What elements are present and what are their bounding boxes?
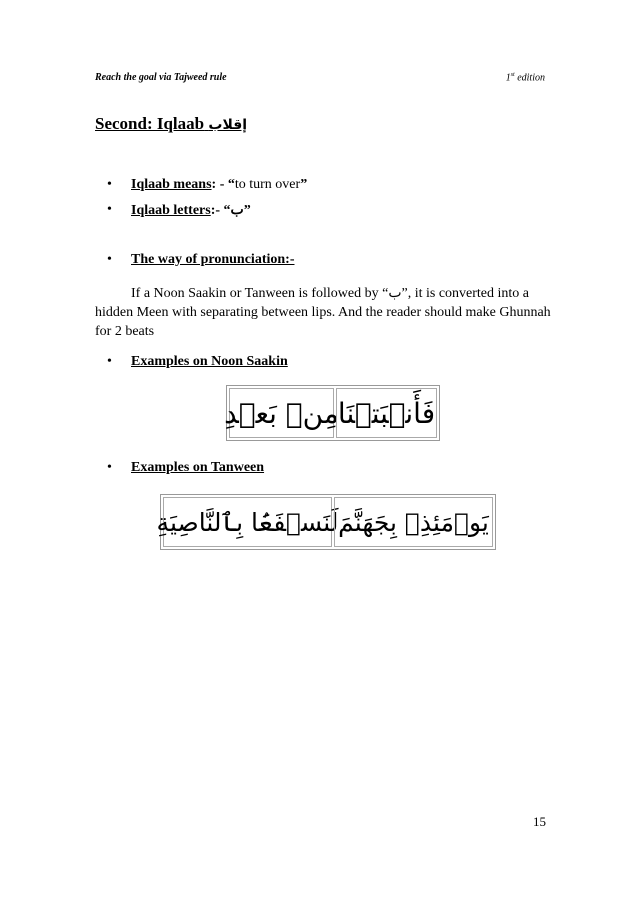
pronunciation-paragraph: If a Noon Saakin or Tanween is followed by “ب”, it is converted into a hidden Meen with separating between lips. And the reader should make Ghunnah for 2 beats (95, 286, 551, 339)
iqlaab-means-close-quote: ” (300, 177, 308, 192)
page-number: 15 (533, 814, 546, 829)
section-title (95, 114, 247, 134)
tanween-examples-heading (131, 460, 264, 476)
section-title-ar: إقلاب (208, 117, 248, 133)
iqlaab-letters-item (131, 202, 251, 219)
edition-number: 1 (505, 72, 511, 84)
noon-examples-label: Examples on Noon Saakin (131, 354, 288, 369)
iqlaab-means-item (131, 177, 307, 193)
edition-suffix: st (510, 72, 515, 78)
bullet-icon: • (107, 460, 112, 475)
iqlaab-letters-value: “ب” (223, 203, 251, 218)
noon-example-cell: فَأَنۢبَتۡنَا (336, 388, 437, 438)
iqlaab-letters-sep: :- (210, 203, 224, 218)
running-header-title: Reach the goal via Tajweed rule (95, 72, 227, 83)
iqlaab-means-label: Iqlaab means (131, 177, 212, 192)
tanween-example-cell: يَوۡمَئِذِۭ بِجَهَنَّمَ (334, 497, 493, 547)
tanween-example-cell: لَنَسۡفَعَۢا بِٱلنَّاصِيَةِ (163, 497, 332, 547)
pronunciation-label: The way of pronunciation:- (131, 252, 295, 267)
bullet-icon: • (107, 202, 112, 217)
bullet-icon: • (107, 252, 112, 267)
section-title-en: Second: Iqlaab (95, 114, 205, 133)
iqlaab-means-open-quote: “ (227, 177, 235, 192)
edition-word: edition (514, 72, 545, 84)
tanween-examples-table (156, 494, 496, 550)
noon-examples-heading (131, 354, 288, 370)
iqlaab-means-value: to turn over (234, 177, 301, 192)
noon-example-cell: مِنۢ بَعۡدِ (229, 388, 334, 438)
bullet-icon: • (107, 354, 112, 369)
running-header-edition (506, 72, 545, 83)
tanween-examples-label: Examples on Tanween (131, 460, 265, 475)
bullet-icon: • (107, 177, 112, 192)
iqlaab-means-sep: : - (211, 177, 228, 192)
pronunciation-heading (131, 252, 294, 268)
noon-examples-table (226, 385, 440, 441)
iqlaab-letters-label: Iqlaab letters (131, 203, 211, 218)
